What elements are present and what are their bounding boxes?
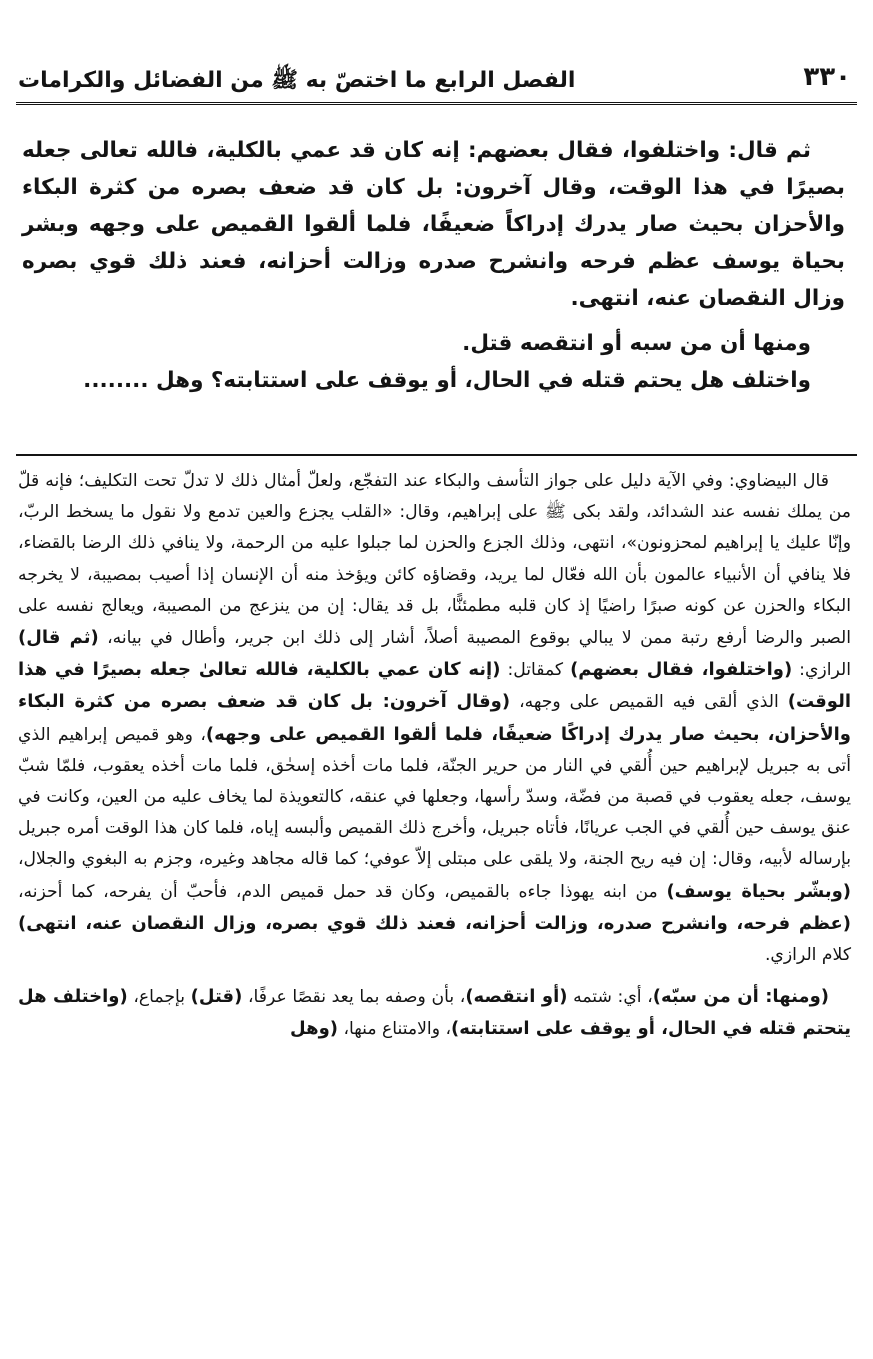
commentary-divider [16, 454, 857, 456]
main-text-paragraph: ومنها أن من سبه أو انتقصه قتل. [462, 331, 811, 356]
quoted-text: (وبشّر بحياة يوسف) [666, 880, 851, 902]
quoted-text: (واختلف هل يتحتم قتله في الحال، أو يوقف على استتابته) [18, 986, 851, 1040]
commentary-text: قال البيضاوي: وفي الآية دليل على جواز التأسف والبكاء عند التفجّع، ولعلّ أمثال ذلك لا تدلّ تحت التكليف؛ فإنه قلّ من يملك نفسه عند الشدائد، ولقد بكى ﷺ على إبراهيم، وقال: «القلب يجزع والعين تدمع ولا نقول ما يسخط الربّ، وإنّا عليك يا إبراهيم لمحزونون»، انتهى، وذلك الجزع والحزن لما جبلوا عليه من الرحمة، ولا ينافي ذلك الرضا بالقضاء، فلا ينافي أن الأنبياء عالمون بأن الله فعّال لما يريد، وقضاؤه كائن ويؤخذ منه أن الإنسان إذا أصيب بمصيبة، لا يخرجه البكاء والحزن عن كونه صبرًا راضيًا إذ كان قلبه مطمئنًّا، بل قد يقال: إن من ينزعج من المصيبة، ويعالج نفسه على الصبر والرضا أرفع رتبة ممن لا يبالي بوقوع المصيبة أصلاً، أشار إلى ذلك ابن جرير، وأطال في بيانه، [18, 471, 851, 649]
commentary-text: ، بأن وصفه بما يعد نقصًا عرفًا، [242, 987, 466, 1008]
commentary-text: كلام الرازي. [764, 945, 851, 966]
quoted-text: (وقال آخرون: بل كان قد ضعف بصره من كثرة البكاء والأحزان، بحيث صار يدرك إدراكًا ضعيفًا، فلما ألقوا القميص على وجهه) [18, 691, 851, 745]
commentary-text: بإجماع، [127, 987, 191, 1008]
commentary-text: ، أي: شتمه [567, 987, 653, 1008]
quoted-text: (ثم قال) [18, 627, 99, 649]
quoted-text: (عظم فرحه، وانشرح صدره، وزالت أحزانه، فعند ذلك قوي بصره، وزال النقصان عنه، انتهى) [18, 912, 851, 934]
running-header [18, 52, 851, 108]
commentary [18, 466, 851, 1046]
commentary-text: من ابنه يهوذا جاءه بالقميص، وكان قد حمل قميص الدم، فأحبّ أن يفرحه، كما أحزنه، [18, 881, 667, 902]
header-rule [16, 102, 857, 105]
quoted-text: (أو انتقصه) [465, 986, 568, 1008]
quoted-text: (إنه كان عمي بالكلية، فالله تعالىٰ جعله بصيرًا في هذا الوقت) [18, 659, 851, 713]
commentary-text: ، وهو قميص إبراهيم الذي أتى به جبريل لإبراهيم حين أُلقي في النار من حرير الجنّة، فلما مات أخذه إسحٰق، فلما مات أخذه يعقوب، فلمّا شبّ يوسف، جعله يعقوب في قصبة من فضّة، وسدّ رأسها، وجعلها في عنقه، كالتعويذة لما يخاف عليه من العين، وكانت في عنق يوسف حين أُلقي في الجب عريانًا، فأتاه جبريل، وأخرج ذلك القميص وألبسه إياه، فلما كان هذا الوقت أمره جبريل بإرساله لأبيه، وقال: إن فيه ريح الجنة، ولا يلقى على مبتلى إلاّ عوفي؛ كما قاله مجاهد وغيره، وجزم به البغوي والجلال، [18, 724, 851, 870]
commentary-text: ، والامتناع منها، [338, 1019, 452, 1040]
quoted-text: (واختلفوا، فقال بعضهم) [570, 659, 793, 681]
chapter-title: الفصل الرابع ما اختصّ به ﷺ من الفضائل والكرامات [18, 68, 576, 93]
quoted-text: (قتل) [190, 986, 243, 1008]
quoted-text: (ومنها: أن من سبّه) [652, 986, 829, 1008]
page-number: ٣٣٠ [803, 62, 851, 92]
commentary-text: الرازي: [792, 660, 851, 681]
commentary-text: كمقاتل: [500, 660, 571, 681]
quoted-text: (وهل [290, 1018, 339, 1040]
commentary-paragraph [18, 981, 851, 1045]
main-text-paragraph: واختلف هل يحتم قتله في الحال، أو يوقف على استتابته؟ وهل ........ [83, 368, 811, 393]
commentary-paragraph [18, 466, 851, 971]
main-text-paragraph: ثم قال: واختلفوا، فقال بعضهم: إنه كان قد عمي بالكلية، فالله تعالى جعله بصيرًا في هذا الوقت، وقال آخرون: بل كان قد ضعف بصره من كثرة البكاء والأحزان بحيث صار يدرك إدراكاً ضعيفًا، فلما ألقوا القميص على وجهه وبشر بحياة يوسف عظم فرحه وانشرح صدره وزالت أحزانه، فعند ذلك قوي بصره وزال النقصان عنه، انتهى. [22, 138, 845, 311]
main-text [22, 132, 845, 399]
commentary-text: الذي ألقى فيه القميص على وجهه، [510, 692, 788, 713]
